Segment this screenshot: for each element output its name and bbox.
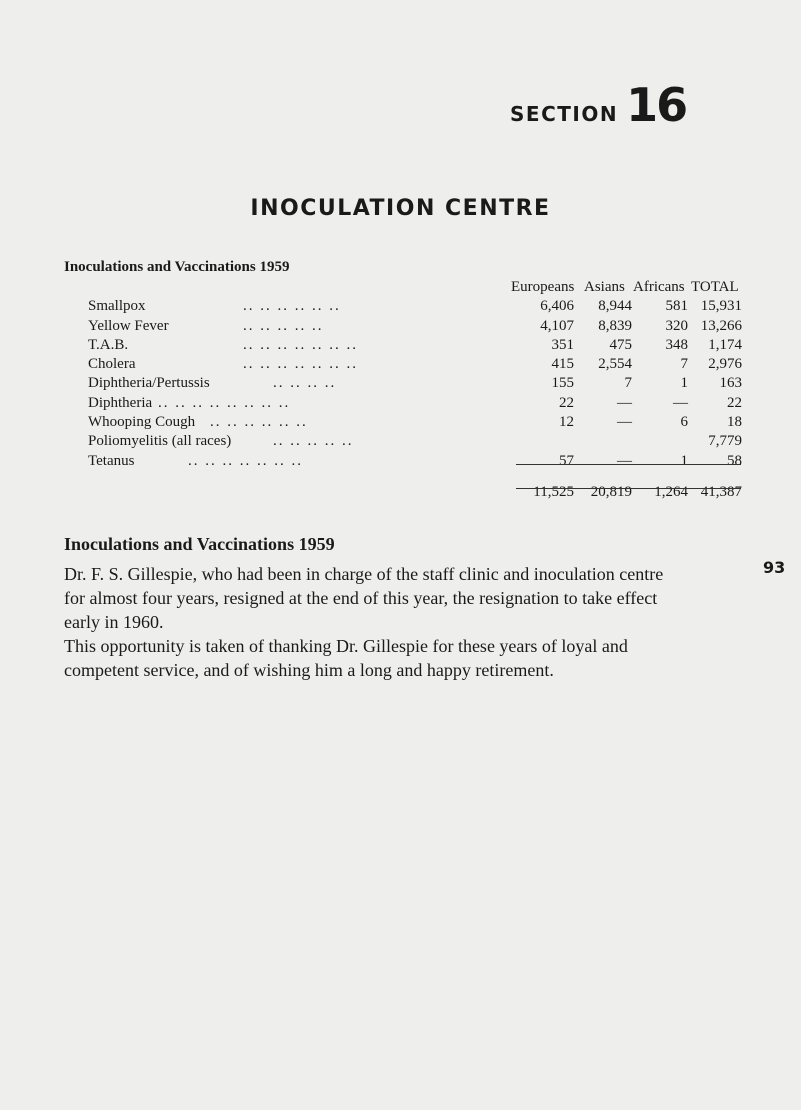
cell-europeans: 12 — [559, 414, 574, 431]
cell-africans: 1 — [680, 375, 688, 392]
inoculation-table — [88, 278, 742, 502]
row-label: Poliomyelitis (all races) — [88, 433, 232, 450]
column-header-asians: Asians — [584, 279, 625, 295]
leader-dots: .. .. .. .. .. .. .. — [188, 452, 303, 469]
cell-asians: — — [617, 414, 632, 431]
cell-total: 58 — [727, 452, 742, 469]
total-asians: 20,819 — [590, 483, 632, 500]
section-number: 16 — [626, 78, 687, 132]
row-label: Diphtheria — [88, 394, 153, 411]
cell-africans: — — [673, 394, 688, 411]
table-row — [88, 317, 742, 336]
cell-europeans: 57 — [559, 452, 574, 469]
cell-total: 163 — [719, 375, 742, 392]
cell-asians: 7 — [624, 375, 632, 392]
cell-asians: 475 — [609, 336, 632, 353]
paragraph: Dr. F. S. Gillespie, who had been in charge of the staff clinic and inoculation centre for almost four years, resigned at the end of this year, the resignation to take effect early in 1960. — [64, 564, 664, 632]
section-header — [510, 78, 686, 132]
row-label: Yellow Fever — [88, 317, 169, 334]
total-africans: 1,264 — [654, 483, 688, 500]
cell-total: 7,779 — [708, 433, 742, 450]
paragraph: This opportunity is taken of thanking Dr. Gillespie for these years of loyal and competent service, and of wishing him a long and happy retirement. — [64, 636, 628, 680]
cell-asians: 8,944 — [598, 298, 632, 315]
cell-africans: 1 — [680, 452, 688, 469]
section-label: SECTION — [510, 102, 619, 126]
table-row — [88, 413, 742, 432]
table-row — [88, 374, 742, 393]
leader-dots: .. .. .. .. .. .. .. — [243, 336, 358, 353]
leader-dots: .. .. .. .. .. .. .. .. — [158, 394, 291, 411]
cell-europeans: 351 — [551, 336, 574, 353]
cell-total: 1,174 — [708, 336, 742, 353]
total-europeans: 11,525 — [533, 483, 574, 500]
cell-total: 22 — [727, 394, 742, 411]
page-number: 93 — [763, 558, 786, 577]
row-label: Cholera — [88, 356, 136, 373]
totals-row — [88, 483, 742, 502]
section-heading: Inoculations and Vaccinations 1959 — [64, 534, 335, 554]
column-header-total: TOTAL — [691, 279, 739, 295]
table-row — [88, 355, 742, 374]
row-label: Smallpox — [88, 298, 146, 315]
leader-dots: .. .. .. .. .. .. — [243, 298, 341, 315]
grand-total: 41,387 — [700, 483, 742, 500]
cell-total: 13,266 — [700, 317, 742, 334]
table-row — [88, 394, 742, 413]
leader-dots: .. .. .. .. .. — [243, 317, 324, 334]
cell-africans: 7 — [680, 356, 688, 373]
row-label: T.A.B. — [88, 336, 129, 353]
divider-line — [516, 464, 741, 465]
page-title: INOCULATION CENTRE — [250, 196, 551, 221]
column-header-africans: Africans — [633, 279, 685, 295]
row-label: Tetanus — [88, 452, 135, 469]
table-caption: Inoculations and Vaccinations 1959 — [64, 259, 290, 275]
table-row — [88, 336, 742, 355]
table-row — [88, 297, 742, 316]
cell-asians: 2,554 — [598, 356, 632, 373]
leader-dots: .. .. .. .. .. .. .. — [243, 356, 358, 373]
cell-asians: 8,839 — [598, 317, 632, 334]
cell-africans: 581 — [665, 298, 688, 315]
column-header-europeans: Europeans — [511, 279, 575, 295]
leader-dots: .. .. .. .. .. .. — [210, 414, 308, 431]
leader-dots: .. .. .. .. — [273, 375, 337, 392]
table-header-row — [88, 278, 739, 297]
cell-total: 2,976 — [708, 356, 742, 373]
cell-africans: 6 — [680, 414, 688, 431]
cell-europeans: 155 — [551, 375, 574, 392]
leader-dots: .. .. .. .. .. — [273, 433, 354, 450]
row-label: Whooping Cough — [88, 414, 196, 431]
cell-europeans: 4,107 — [540, 317, 574, 334]
cell-africans: 320 — [665, 317, 688, 334]
cell-total: 18 — [727, 414, 742, 431]
divider-line — [516, 488, 741, 489]
cell-total: 15,931 — [700, 298, 742, 315]
cell-asians: — — [617, 452, 632, 469]
table-row — [88, 452, 742, 471]
cell-europeans: 415 — [551, 356, 574, 373]
row-label: Diphtheria/Pertussis — [88, 375, 210, 392]
table-row — [88, 432, 742, 451]
cell-africans: 348 — [665, 336, 688, 353]
cell-europeans: 22 — [559, 394, 574, 411]
cell-europeans: 6,406 — [540, 298, 574, 315]
cell-asians: — — [617, 394, 632, 411]
